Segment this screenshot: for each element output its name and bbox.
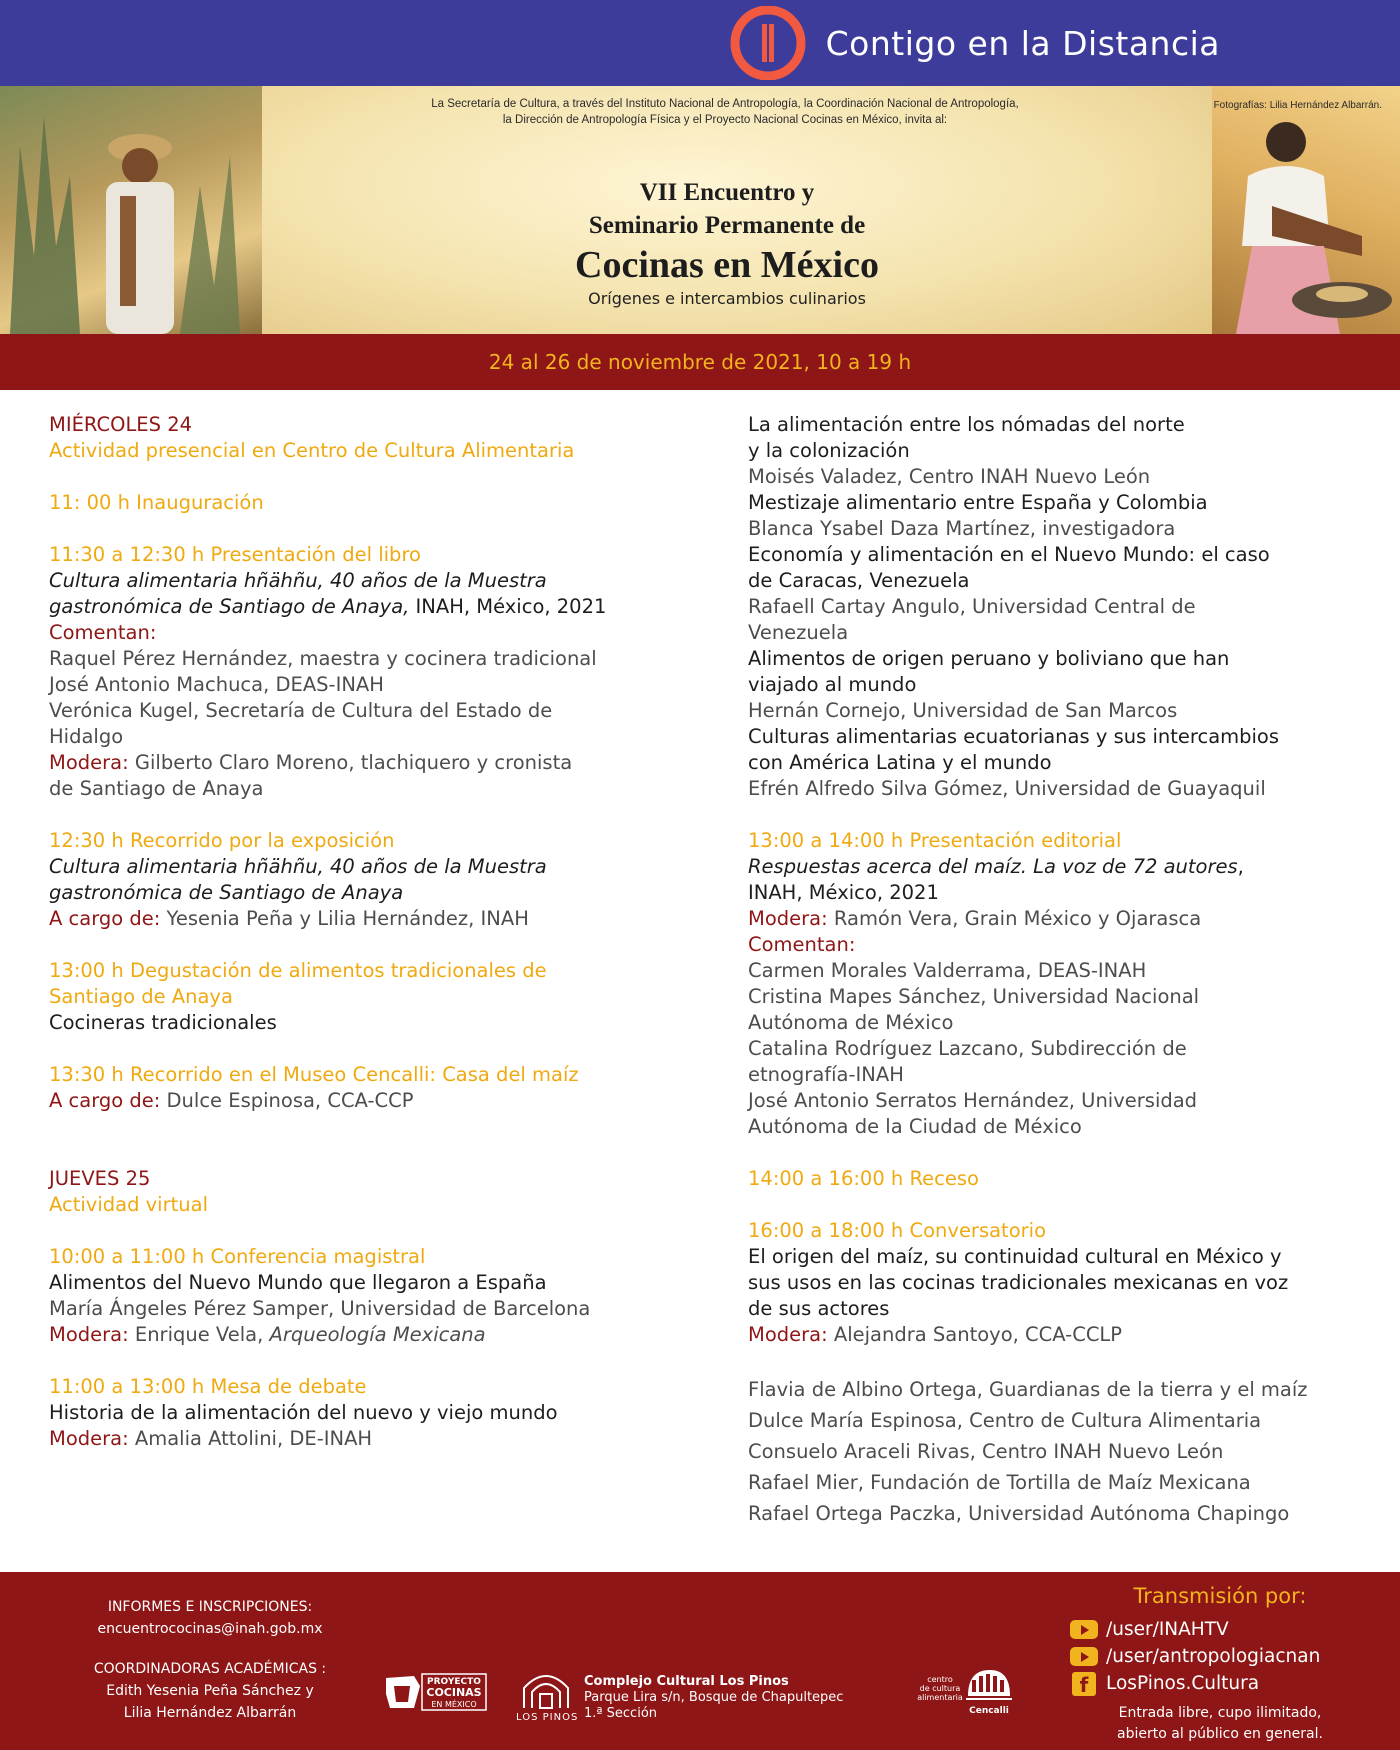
participant: José Antonio Serratos Hernández, Universidad — [748, 1089, 1198, 1112]
admission-note — [1060, 1703, 1380, 1745]
venue-name-text: Complejo Cultural Los Pinos — [584, 1674, 789, 1689]
pcm-logo-text: EN MÉXICO — [431, 1700, 477, 1709]
day-heading: MIÉRCOLES 24 — [49, 413, 193, 436]
cca-logo-text: centro — [927, 1675, 953, 1684]
session-heading: 13:00 a 14:00 h Presentación editorial — [748, 829, 1122, 852]
panelist: Flavia de Albino Ortega, Guardianas de la tierra y el maíz — [748, 1378, 1308, 1401]
cargo-label: A cargo de: — [49, 1089, 161, 1112]
program-left-column — [49, 412, 684, 1452]
coordinators-block — [70, 1658, 350, 1724]
venue-block — [584, 1674, 843, 1722]
cca-logo-text: de cultura — [919, 1684, 961, 1693]
participant: Verónica Kugel, Secretaría de Cultura del Estado de — [49, 699, 553, 722]
session-body: Cocineras tradicionales — [49, 1011, 277, 1034]
book-title: Cultura alimentaria hñähñu, 40 años de la Muestra — [49, 569, 547, 592]
modera-label: Modera: — [748, 907, 828, 930]
title-line-1: VII Encuentro y — [639, 179, 815, 206]
talk-title: de Caracas, Venezuela — [748, 569, 970, 592]
speaker: Efrén Alfredo Silva Gómez, Universidad de Guayaquil — [748, 777, 1266, 800]
hero-photo-left — [0, 86, 262, 334]
talk-title: y la colonización — [748, 439, 910, 462]
coordinator: Lilia Hernández Albarrán — [123, 1705, 297, 1721]
admission-line: abierto al público en general. — [1117, 1726, 1323, 1742]
participant: Raquel Pérez Hernández, maestra y cocinera tradicional — [49, 647, 597, 670]
book-publisher: INAH, México, 2021 — [748, 881, 939, 904]
talk-title: Mestizaje alimentario entre España y Colombia — [748, 491, 1208, 514]
hero-photo-right — [1212, 86, 1400, 334]
modera-label: Modera: — [49, 751, 129, 774]
brand — [728, 6, 1220, 80]
contigo-logo-icon — [728, 6, 808, 80]
talk-title: Economía y alimentación en el Nuevo Mundo: el caso — [748, 543, 1270, 566]
session-heading: 13:00 h Degustación de alimentos tradicionales de — [49, 959, 547, 982]
talk-title: La alimentación entre los nómadas del norte — [748, 413, 1185, 436]
moderator: Alejandra Santoyo, CCA-CCLP — [827, 1323, 1123, 1346]
talk-title: Alimentos de origen peruano y boliviano que han — [748, 647, 1230, 670]
hero-banner — [0, 86, 1400, 334]
panelist: Dulce María Espinosa, Centro de Cultura Alimentaria — [748, 1409, 1262, 1432]
talk-title: Historia de la alimentación del nuevo y viejo mundo — [49, 1401, 558, 1424]
book-title — [49, 594, 684, 620]
moderator: Enrique Vela, — [128, 1323, 270, 1346]
moderator-line: de Santiago de Anaya — [49, 777, 264, 800]
coordinators-label: COORDINADORAS ACADÉMICAS : — [93, 1661, 327, 1677]
moderator: Amalia Attolini, DE-INAH — [128, 1427, 373, 1450]
speaker: María Ángeles Pérez Samper, Universidad de Barcelona — [49, 1297, 591, 1320]
contact-email[interactable]: encuentrococinas@inah.gob.mx — [97, 1621, 323, 1637]
event-dates: 24 al 26 de noviembre de 2021, 10 a 19 h — [488, 350, 912, 374]
moderator-affiliation: Arqueología Mexicana — [269, 1323, 486, 1346]
title-line-3: Cocinas en México — [575, 244, 879, 286]
streaming-title: Transmisión por: — [1133, 1584, 1307, 1608]
participant: Autónoma de México — [748, 1011, 954, 1034]
footer — [0, 1572, 1400, 1750]
session-heading: 10:00 a 11:00 h Conferencia magistral — [49, 1245, 426, 1268]
moderator-line — [748, 906, 1368, 932]
event-subtitle: Orígenes e intercambios culinarios — [588, 289, 866, 308]
book-title-italic: Respuestas acerca del maíz. La voz de 72 autores — [748, 855, 1238, 878]
moderator: Gilberto Claro Moreno, tlachiquero y cronista — [128, 751, 573, 774]
talk-title: El origen del maíz, su continuidad cultural en México y — [748, 1245, 1282, 1268]
day-subheading: Actividad virtual — [49, 1193, 208, 1216]
talk-title: de sus actores — [748, 1297, 890, 1320]
exhibit-title: gastronómica de Santiago de Anaya — [49, 881, 404, 904]
los-pinos-logo — [518, 1668, 574, 1710]
pcm-logo-text: PROYECTO — [427, 1677, 481, 1687]
comentan-label: Comentan: — [49, 621, 157, 644]
moderator-line — [748, 1322, 1368, 1348]
info-block — [70, 1596, 350, 1640]
cargo-label: A cargo de: — [49, 907, 161, 930]
moderator-line — [49, 1426, 684, 1452]
session-heading: Santiago de Anaya — [49, 985, 233, 1008]
youtube-icon — [1070, 1620, 1098, 1639]
info-label: INFORMES E INSCRIPCIONES: — [107, 1599, 313, 1615]
day-subheading: Actividad presencial en Centro de Cultura Alimentaria — [49, 439, 575, 462]
modera-label: Modera: — [49, 1323, 129, 1346]
title-line-2: Seminario Permanente de — [588, 212, 866, 239]
participant: Catalina Rodríguez Lazcano, Subdirección de — [748, 1037, 1187, 1060]
cargo-names: Dulce Espinosa, CCA-CCP — [160, 1089, 414, 1112]
facebook-icon: f — [1072, 1672, 1096, 1696]
participant: Hidalgo — [49, 725, 124, 748]
hero-intro — [362, 96, 1088, 128]
participant: Cristina Mapes Sánchez, Universidad Nacional — [748, 985, 1200, 1008]
moderator-line — [49, 1322, 684, 1348]
book-title — [748, 854, 1368, 880]
book-title-italic: gastronómica de Santiago de Anaya, — [49, 595, 410, 618]
modera-label: Modera: — [49, 1427, 129, 1450]
modera-label: Modera: — [748, 1323, 828, 1346]
participant: Carmen Morales Valderrama, DEAS-INAH — [748, 959, 1147, 982]
session-heading: 16:00 a 18:00 h Conversatorio — [748, 1219, 1047, 1242]
pcm-logo-text: COCINAS — [426, 1686, 482, 1699]
top-bar — [0, 0, 1400, 86]
exhibit-title: Cultura alimentaria hñähñu, 40 años de la Muestra — [49, 855, 547, 878]
youtube-channel-link[interactable] — [1060, 1616, 1380, 1643]
panelist: Rafael Ortega Paczka, Universidad Autónoma Chapingo — [748, 1502, 1290, 1525]
cargo-line — [49, 1088, 684, 1114]
talk-title: viajado al mundo — [748, 673, 917, 696]
participant: etnografía-INAH — [748, 1063, 904, 1086]
date-band — [0, 334, 1400, 390]
cargo-line — [49, 906, 684, 932]
hero-intro-line: la Dirección de Antropología Física y el Proyecto Nacional Cocinas en México, invita al: — [502, 114, 948, 126]
cencalli-logo — [912, 1666, 1012, 1720]
panelist: Rafael Mier, Fundación de Tortilla de Maíz Mexicana — [748, 1471, 1251, 1494]
event-title — [262, 176, 1192, 310]
talk-title: sus usos en las cocinas tradicionales mexicanas en voz — [748, 1271, 1289, 1294]
youtube-channel-link[interactable] — [1060, 1643, 1380, 1670]
coordinator: Edith Yesenia Peña Sánchez y — [106, 1683, 314, 1699]
session-heading: 11: 00 h Inauguración — [49, 491, 264, 514]
speaker: Hernán Cornejo, Universidad de San Marcos — [748, 699, 1178, 722]
proyecto-cocinas-logo — [384, 1672, 488, 1712]
youtube-channel: /user/INAHTV — [1106, 1619, 1229, 1640]
book-title-comma: , — [1237, 855, 1244, 878]
photo-credit: Fotografías: Lilia Hernández Albarrán. — [1213, 100, 1382, 111]
speaker: Venezuela — [748, 621, 849, 644]
moderator: Ramón Vera, Grain México y Ojarasca — [827, 907, 1202, 930]
talk-title: con América Latina y el mundo — [748, 751, 1052, 774]
talk-title: Alimentos del Nuevo Mundo que llegaron a España — [49, 1271, 547, 1294]
session-heading: 12:30 h Recorrido por la exposición — [49, 829, 395, 852]
panelist: Consuelo Araceli Rivas, Centro INAH Nuevo León — [748, 1440, 1224, 1463]
cca-logo-text: alimentaria — [917, 1693, 963, 1702]
program-right-column — [748, 412, 1368, 1529]
moderator-line — [49, 750, 684, 776]
hero-intro-line: La Secretaría de Cultura, a través del Instituto Nacional de Antropología, la Coordinación Nacional de Antropología, — [431, 98, 1019, 110]
speaker: Blanca Ysabel Daza Martínez, investigadora — [748, 517, 1176, 540]
day-heading: JUEVES 25 — [49, 1167, 151, 1190]
cca-logo-text: Cencalli — [969, 1706, 1009, 1716]
venue-name — [584, 1674, 843, 1690]
book-publisher: INAH, México, 2021 — [409, 595, 607, 618]
participant: José Antonio Machuca, DEAS-INAH — [49, 673, 384, 696]
facebook-page-link[interactable] — [1060, 1670, 1380, 1697]
speaker: Rafaell Cartay Angulo, Universidad Central de — [748, 595, 1196, 618]
streaming-block — [1060, 1582, 1380, 1745]
youtube-icon — [1070, 1647, 1098, 1666]
session-heading: 13:30 h Recorrido en el Museo Cencalli: Casa del maíz — [49, 1063, 579, 1086]
session-heading: 11:00 a 13:00 h Mesa de debate — [49, 1375, 367, 1398]
los-pinos-label: LOS PINOS — [516, 1712, 579, 1723]
venue-address: Parque Lira s/n, Bosque de Chapultepec — [584, 1690, 844, 1705]
session-heading: 14:00 a 16:00 h Receso — [748, 1167, 979, 1190]
youtube-channel: /user/antropologiacnan — [1106, 1646, 1321, 1667]
venue-address: 1.ª Sección — [584, 1706, 658, 1721]
cargo-names: Yesenia Peña y Lilia Hernández, INAH — [160, 907, 529, 930]
session-heading: 11:30 a 12:30 h Presentación del libro — [49, 543, 421, 566]
admission-line: Entrada libre, cupo ilimitado, — [1118, 1705, 1322, 1721]
comentan-label: Comentan: — [748, 933, 856, 956]
brand-text: Contigo en la Distancia — [825, 23, 1220, 63]
participant: Autónoma de la Ciudad de México — [748, 1115, 1082, 1138]
facebook-page: LosPinos.Cultura — [1106, 1673, 1260, 1694]
speaker: Moisés Valadez, Centro INAH Nuevo León — [748, 465, 1151, 488]
talk-title: Culturas alimentarias ecuatorianas y sus intercambios — [748, 725, 1280, 748]
